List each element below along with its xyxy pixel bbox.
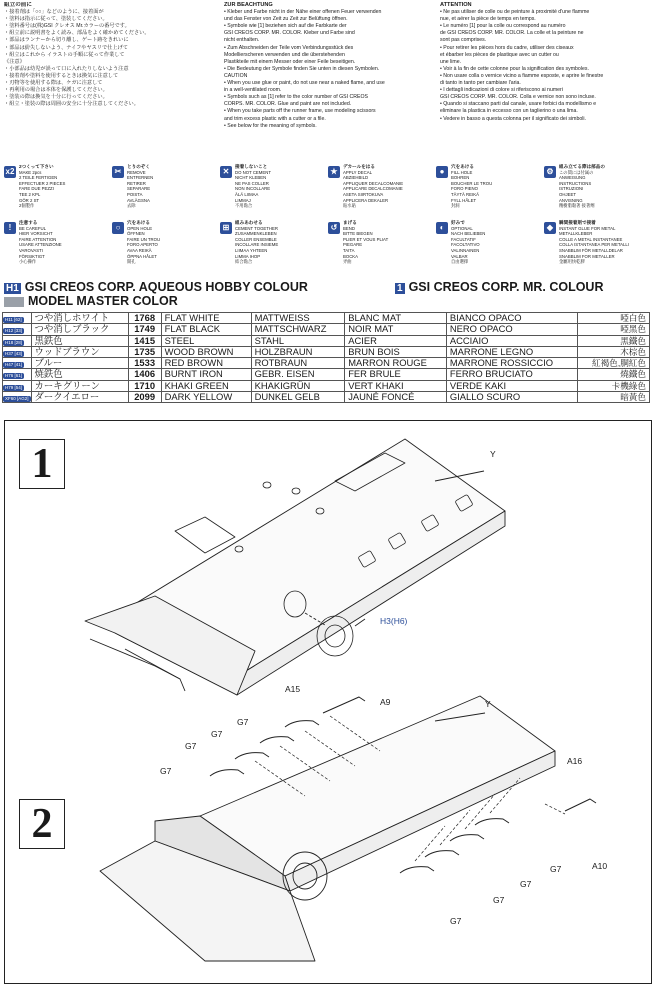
symbol-translation: ÖPPNA HÅLET [127,253,157,259]
symbol-translation: OPEN HOLE [127,225,153,231]
symbol-translation: 弄曲 [343,259,352,265]
symbol-icon: ● [436,166,448,178]
label-step1-h3: H3(H6) [380,616,408,626]
symbol-translation: SNABBLIM FOR METALLER [559,253,615,259]
notes-line: ・再利用の場合は本体を保護してください。 [4,87,108,94]
paint-name-jp: カーキグリーン [31,380,128,391]
paint-tag-badge: H18 [28] [5,339,23,345]
symbol-name: 瞬間接着剤で接着 [559,220,596,225]
symbol-translation: ÄLÄ LIIMAA [235,191,259,197]
notes-line: ・塗料番号は(株)GSI クレオス Mr.カラーの番号です。 [4,23,130,30]
symbol-translation: 小心操作 [19,259,37,265]
notes-de-title: ZUR BEACHTUNG [224,2,273,8]
paint-tag-badge: H37 [43] [5,350,23,356]
symbol-icon: x2 [5,167,15,176]
symbol-legend-item [544,220,648,274]
symbol-translation: CEMENT TOGETHER [235,225,278,231]
paint-name-it: MARRONE LEGNO [446,346,577,357]
symbol-translation: TÄYTÄ REIKÄ [451,191,479,197]
symbol-icon: ◐ [436,222,448,234]
symbol-translation: FARE DUE PEZZI [19,186,54,192]
symbol-icon: ! [4,222,16,234]
symbol-translation: COLLER ENSEMBLE [235,236,277,242]
paint-name-cn: 紅褐色,胴紅色 [577,358,649,369]
symbol-translation: 去除 [127,203,136,209]
symbol-translation: FILL HOLE [451,169,473,175]
paint-row [3,335,650,346]
notes-line: CORPS. MR. COLOR. Glue and paint are not included. [224,101,352,108]
paint-name-en: FLAT BLACK [161,324,251,335]
notes-line: eliminare la plastica in eccesso con un taglierino o una lima. [440,108,578,115]
notes-line: nue, et aérer la pièce de temps en temps. [440,16,536,23]
symbol-translation: ENTFERNEN [127,175,154,181]
notes-french-italian [440,2,650,164]
notes-fr-title: ATTENTION [440,2,472,8]
paint-row [3,392,650,403]
symbol-translation: ÖFFNEN [127,231,145,237]
symbol-translation: DO NOT CEMENT [235,169,271,175]
symbol-translation: 金屬用快乾膠 [559,259,585,265]
symbol-translation: APPLY DECAL [343,169,372,175]
paint-name-fr: BLANC MAT [345,313,447,324]
paint-row [3,346,650,357]
label-g7: G7 [160,766,172,776]
symbol-translation: VALBAR [451,253,468,259]
paint-name-it: ACCIAIO [446,335,577,346]
notes-line: sont pas comprises. [440,37,487,44]
symbol-translation: BOCKA [343,253,359,259]
label-g7: G7 [237,717,249,727]
notes-line: ・刃物等を使用する際は、ケガに注意して [4,80,103,87]
paint-name-jp: ブルー [31,358,128,369]
symbol-icon: ⊞ [220,222,232,234]
mr-colour-heading [395,280,604,294]
symbol-legend-item [112,164,216,218]
paint-name-de: MATTSCHWARZ [251,324,345,335]
symbol-translation: FYLL HÅLET [451,197,477,203]
paint-table [2,312,650,403]
notes-line: • Le numéro [1] pour la colle ou correspond au numéro [440,23,566,30]
symbol-translation: EFFECTUER 2 PIECES [19,180,66,186]
symbol-translation: OHJEET [559,191,576,197]
paint-name-it: MARRONE ROSSICCIO [446,358,577,369]
assembly-panel [4,420,652,984]
symbol-translation: PIEGARE [343,242,363,248]
symbol-translation: POISTA [127,191,143,197]
symbol-icon: ⚙ [544,166,556,178]
symbol-legend-item [4,164,108,218]
symbol-translation: FACULTATIF [451,236,476,242]
paint-name-it: VERDE KAKI [446,380,577,391]
label-step1-y: Y [490,449,496,459]
symbol-translation: SNABBLIM FÖR METALLDELAR [559,247,623,253]
symbol-translation: GÖR 2 ST [19,197,40,203]
paint-name-cn: 啞黑色 [577,324,649,335]
paint-name-it: FERRO BRUCIATO [446,369,577,380]
notes-line: • Pour retirer les pièces hors du cadre, utiliser des ciseaux [440,44,574,51]
paint-name-en: FLAT WHITE [161,313,251,324]
label-a16: A16 [567,756,583,766]
paint-row [3,380,650,391]
symbol-icon: ✂ [112,166,124,178]
paint-name-cn: 黑鐵色 [577,335,649,346]
paint-code: 1406 [128,369,161,380]
symbol-translation: VALINNAINEN [451,247,480,253]
notes-line: • See below for the meaning of symbols. [224,122,317,129]
paint-tag [3,346,32,357]
notes-line: • Zum Abschneiden der Teile vom Verbindungsstück des [224,44,354,51]
notes-line: ・部品はランナーから切り離し、ゲート跡をきれいに [4,37,129,44]
notes-line: • Ne pas utiliser de colle ou de peinture à proximité d'une flamme [440,9,590,16]
notes-line: • Voir à la fin de cette colonne pour la signification des symboles. [440,65,589,72]
symbol-translation: 開孔 [127,259,136,265]
symbol-translation: INSTRUCTIONS [559,180,592,186]
symbol-name: 注意する [19,220,38,225]
paint-tag [3,380,32,391]
paint-name-fr: JAUNÉ FONCÉ [345,392,447,403]
notes-line: GSI CREOS CORP. MR. COLOR. Kleber und Farbe sind [224,30,355,37]
symbol-icon: ★ [328,166,340,178]
notes-line: CAUTION [224,72,248,79]
paint-row [3,369,650,380]
paint-name-en: KHAKI GREEN [161,380,251,391]
notes-line: di tanto in tanto per cambiare l'aria. [440,80,521,87]
symbol-translation: MAKE 2pcs [19,169,42,175]
symbol-translation: 封洞 [451,203,460,209]
paint-tag-badge: H12 [33] [5,328,23,334]
model-master-swatch [4,297,24,307]
symbol-translation: FAIRE ATTENTION [19,236,57,242]
paint-name-it: NERO OPACO [446,324,577,335]
symbol-translation: RETIRER [127,180,146,186]
symbol-translation: FORO PIENO [451,186,478,192]
paint-tag-badge: H76 [61] [5,373,23,379]
notes-jp-lines [4,9,209,108]
symbol-icon: ◆ [544,222,556,234]
symbol-legend-item [328,220,432,274]
symbol-translation: TAITA [343,247,355,253]
symbol-legend-item [544,164,648,218]
notes-line: • Kleber und Farbe nicht in der Nähe einer offenen Feuer verwenden [224,9,382,16]
symbol-name: とりのぞく [127,164,150,169]
paint-name-it: GIALLO SCURO [446,392,577,403]
paint-name-de: MATTWEISS [251,313,345,324]
notes-de-lines [224,9,424,130]
paint-name-fr: ACIER [345,335,447,346]
paint-code: 1735 [128,346,161,357]
label-g7: G7 [211,729,223,739]
paint-name-cn: 暗黃色 [577,392,649,403]
symbol-translation: NACH BELIEBEN [451,231,486,237]
symbol-name: 組み立てる際は部品の [559,164,605,169]
symbol-translation: 結合黏合 [235,259,253,265]
paint-tag-badge: H47 [41] [5,362,23,368]
label-g7: G7 [493,895,505,905]
symbol-translation: BOUCHER LE TROU [451,180,493,186]
notes-line: • When you use glue or paint, do not use near a naked flame, and use [224,80,385,87]
paint-code: 1749 [128,324,161,335]
paint-name-fr: BRUN BOIS [345,346,447,357]
notes-line: une lime. [440,58,462,65]
symbol-translation: LIMMA IHOP [235,253,261,259]
symbol-translation: COLLE A METAL INSTANTANEE [559,236,623,242]
symbol-translation: FACOLTATIVO [451,242,480,248]
symbol-translation: ZUSAMMENKLEBEN [235,231,277,237]
model-master-heading [4,294,178,308]
paint-code: 2099 [128,392,161,403]
symbol-translation: BEND [343,225,355,231]
symbol-translation: 2個製作 [19,203,35,209]
label-a9: A9 [380,697,391,707]
symbol-icon: ↺ [328,222,340,234]
notes-line: Modellierscheren verwenden und die überstehenden [224,51,345,58]
symbol-translation: FORO APERTO [127,242,158,248]
symbol-translation: AVAA REIKÄ [127,247,152,253]
symbol-translation: APPLIQUER DECALCOMANIE [343,180,404,186]
symbol-translation: ANWEISUNG [559,175,586,181]
symbol-name: 穴をあける [127,220,150,225]
label-g7: G7 [185,741,197,751]
symbol-translation: NICHT KLEBEN [235,175,267,181]
symbol-translation: 2 TEILE FERTIGEN [19,175,58,181]
symbol-translation: ABZIEHBILD [343,175,369,181]
paint-code: 1415 [128,335,161,346]
paint-name-en: DARK YELLOW [161,392,251,403]
symbol-translation: COLLA ISTANTANEA PER METALLI [559,242,629,248]
notes-line: ・部品は紛失しないよう、ナイフやヤスリで仕上げて [4,44,128,51]
notes-line: ・接着剤や塗料を使用するときは換気に注意して [4,72,119,79]
paint-name-jp: つや消しホワイト [31,313,128,324]
symbol-translation: PLIER ET VOUS PLIAT [343,236,389,242]
symbol-translation: ISTRUZIONI [559,186,584,192]
symbol-legend-item [220,164,324,218]
symbol-translation: FAIRE UN TROU [127,236,161,242]
mr-colour-title: GSI CREOS CORP. MR. COLOUR [408,280,604,294]
symbol-legend-item [4,220,108,274]
symbol-translation: 自由選擇 [451,259,469,265]
symbol-translation: TEE 2 KPL [19,191,41,197]
symbol-translation: AVLÄGSNA [127,197,150,203]
notes-fr-lines [440,9,650,123]
paint-tag [3,358,32,369]
paint-row [3,324,650,335]
mr-colour-badge: 1 [397,283,403,294]
notes-line: in a well-ventilated room. [224,87,282,94]
notes-line: ・組立・塗装の際は周囲の安全に十分注意してください。 [4,101,139,108]
symbol-icon: ✕ [220,166,232,178]
notes-line: und das Fenster von Zeit zu Zeit zur Belüftung öffnen. [224,16,348,23]
paint-name-jp: ウッドブラウン [31,346,128,357]
symbol-name: 接着しないこと [235,164,268,169]
symbol-name: 2つくって下さい [19,164,54,169]
paint-tag-badge: XF60 [AG2] [5,396,29,402]
symbol-translation: 精樹脂黏著 接著劑 [559,203,595,209]
label-g7: G7 [450,916,462,926]
model-master-title: MODEL MASTER COLOR [28,294,178,308]
notes-line: Plastikteile mit einem Messer oder einer Feile beseitigen. [224,58,356,65]
symbol-legend-item [328,164,432,218]
notes-german-english [224,2,424,164]
paint-name-jp: ダークイエロー [31,392,128,403]
notes-line: • Non usare colla o vernice vicino a fiamme esposte, e aprire le finestre [440,72,604,79]
symbol-translation: USARE ATTENZIONE [19,242,62,248]
notes-line: • Symbole wie [1] beziehen sich auf die Farbkarte der [224,23,347,30]
notes-line: nicht enthalten. [224,37,260,44]
notes-japanese [4,2,209,164]
paint-row [3,313,650,324]
paint-tag [3,335,32,346]
symbol-translation: INCOLLARE INSIEME [235,242,279,248]
notes-line: ・組立はこれから イラストの手順に従って作業して [4,51,125,58]
symbol-translation: 不用黏合 [235,203,253,209]
notes-line: • Die Bedeutung der Symbole finden Sie unten in diesen Symbolen. [224,65,380,72]
aqueous-colour-title: GSI CREOS CORP. AQUEOUS HOBBY COLOUR [24,280,308,294]
symbol-translation: OPTIONAL [451,225,473,231]
symbol-translation: FÖRSIKTIGT [19,253,45,259]
symbol-translation: REMOVE [127,169,146,175]
label-g7: G7 [520,879,532,889]
paint-code: 1768 [128,313,161,324]
notes-line: and trim excess plastic with a cutter or a file. [224,115,326,122]
symbol-icon: ○ [112,222,124,234]
notes-line: • Vedere in basso a questa colonna per il significato dei simboli. [440,115,586,122]
paint-name-fr: FER BRULE [345,369,447,380]
symbol-translation: NE PAS COLLER [235,180,269,186]
paint-name-jp: 焼鉄色 [31,369,128,380]
symbol-translation: LIMMAJ [235,197,251,203]
paint-name-cn: 卡機綠色 [577,380,649,391]
notes-line: • I dettagli indicazioni di colore si riferiscono ai numeri [440,87,563,94]
paint-tag [3,324,32,335]
notes-line: ・接着剤は「○○」などのように、接着面が [4,9,104,16]
paint-tag [3,392,32,403]
paint-name-de: DUNKEL GELB [251,392,345,403]
step-2-number: 2 [19,799,65,849]
notes-line: ・塗装の際は換気を十分に行ってください。 [4,94,108,101]
aqueous-colour-heading [4,280,308,294]
symbol-name: 穴をあける [451,164,474,169]
paint-name-fr: VERT KHAKI [345,380,447,391]
notes-line: de GSI CREOS CORP. MR. COLOR. La colle et la peinture ne [440,30,584,37]
paint-code: 1710 [128,380,161,391]
symbol-name: 組みあわせる [235,220,263,225]
paint-name-de: STAHL [251,335,345,346]
symbol-legend-item [436,164,540,218]
symbol-translation: この間には付属の [559,169,594,175]
symbol-translation: ASETA SIIRTOKUVA [343,191,384,197]
label-a15: A15 [285,684,301,694]
symbol-translation: BOHREN [451,175,470,181]
notes-line: 《注意》 [4,58,25,65]
symbol-name: デカールをはる [343,164,375,169]
paint-name-fr: NOIR MAT [345,324,447,335]
symbol-translation: LIIMAA YHTEEN [235,247,268,253]
symbol-name: 好みで [451,220,465,225]
paint-tag [3,369,32,380]
label-step2-y: Y [485,699,491,709]
symbol-translation: INSTANT GLUE FOR METAL [559,225,616,231]
paint-name-de: HOLZBRAUN [251,346,345,357]
symbol-legend-item [436,220,540,274]
symbol-translation: METALLKLEBER [559,231,593,237]
symbol-translation: ANVISNING [559,197,583,203]
symbol-legend-item [112,220,216,274]
paint-name-jp: 黒鉄色 [31,335,128,346]
notes-line: ・組立前に説明書をよく読み、部品をよく確かめてください。 [4,30,150,37]
notes-line: GSI CREOS CORP. MR. COLOR. Colla e vernice non sono incluse. [440,94,596,101]
paint-tag-badge: H11 [62] [5,317,22,322]
paint-name-de: KHAKIGRÜN [251,380,345,391]
paint-name-cn: 燒鐵色 [577,369,649,380]
label-g7: G7 [550,864,562,874]
symbol-translation: VAROVASTI [19,247,43,253]
paint-name-jp: つや消しブラック [31,324,128,335]
symbol-translation: 貼水貼 [343,203,356,209]
paint-name-en: STEEL [161,335,251,346]
symbol-legend-item [220,220,324,274]
symbol-translation: HIER VORSICHT [19,231,53,237]
notes-line: et ébarber les pièces de plastique avec un cutter ou [440,51,559,58]
symbol-translation: BITTE BIEGEN [343,231,373,237]
paint-name-en: RED BROWN [161,358,251,369]
label-a10: A10 [592,861,608,871]
symbol-translation: NON INCOLLARE [235,186,271,192]
paint-name-fr: MARRON ROUGE [345,358,447,369]
notes-line: • Symbols such as [1] refer to the color number of GSI CREOS [224,94,368,101]
notes-line: • Quando si staccano parti dal canale, usare forbici da modellismo e [440,101,597,108]
h-colour-badge: H1 [6,283,19,294]
paint-name-de: ROTBRAUN [251,358,345,369]
paint-row [3,358,650,369]
symbol-translation: BE CAREFUL [19,225,46,231]
notes-line: • When you take parts off the runner frame, use modeling scissors [224,108,376,115]
step-1-number: 1 [19,439,65,489]
paint-name-en: BURNT IRON [161,369,251,380]
paint-name-cn: 啞白色 [577,313,649,324]
symbol-translation: APPLICERA DEKALER [343,197,389,203]
notes-line: ・小部品は幼児が誤って口に入れたりしないよう注意 [4,65,129,72]
notes-jp-title: 組立の前に [4,2,32,8]
paint-code: 1533 [128,358,161,369]
paint-name-en: WOOD BROWN [161,346,251,357]
assembly-drawing [5,421,651,983]
paint-tag-badge: H79 [54] [5,384,23,390]
symbol-translation: APPLICARE DECALCOMANIE [343,186,403,192]
paint-name-de: GEBR. EISEN [251,369,345,380]
paint-name-it: BIANCO OPACO [446,313,577,324]
symbol-translation: SEPARARE [127,186,151,192]
paint-tag [3,313,32,324]
symbol-name: まげる [343,220,357,225]
paint-name-cn: 木棕色 [577,346,649,357]
notes-line: ・塗料は指示に従って、塗装してください。 [4,16,108,23]
